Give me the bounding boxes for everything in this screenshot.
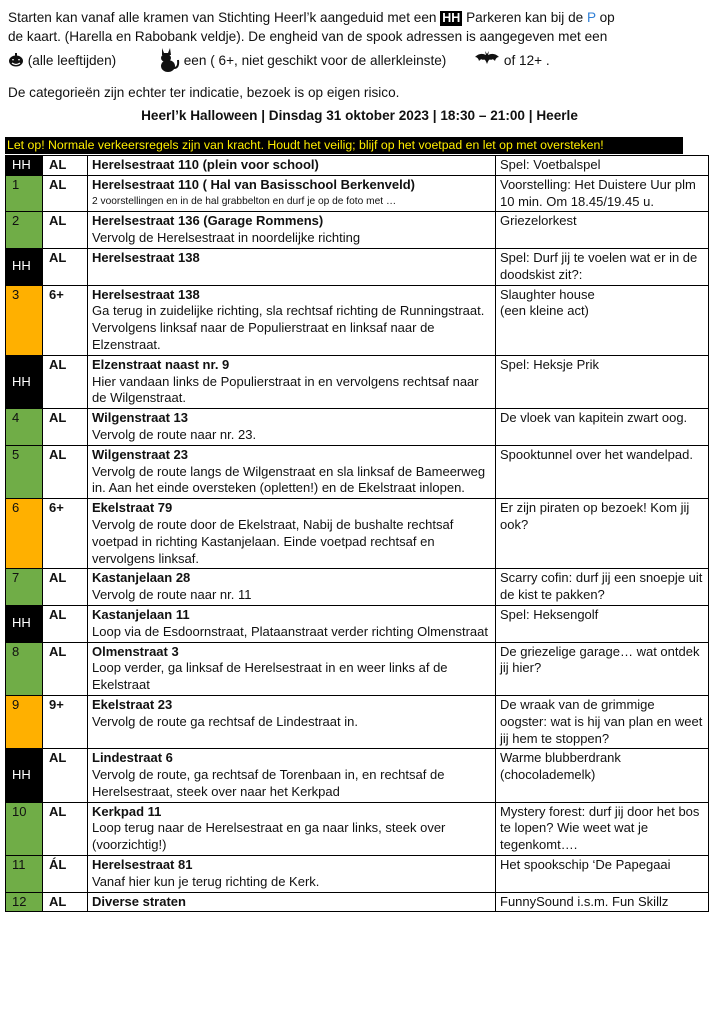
- activity: De wraak van de grimmige oogster: wat is hij van plan en weet jij hem te stoppen?: [496, 695, 709, 748]
- stop-number: HH: [6, 355, 43, 408]
- intro-legend: [8, 46, 713, 77]
- route-row: [6, 445, 709, 498]
- intro-line-1: [8, 8, 713, 27]
- route-directions: Loop via de Esdoornstraat, Plataanstraat verder richting Olmenstraat: [92, 623, 488, 639]
- age-category: 6+: [43, 499, 88, 569]
- route-row: [6, 856, 709, 893]
- age-category: AL: [43, 156, 88, 176]
- address-cell: [88, 642, 496, 695]
- address: Wilgenstraat 13: [92, 410, 188, 426]
- address-cell: [88, 605, 496, 642]
- age-category: AL: [43, 445, 88, 498]
- age-category: 9+: [43, 695, 88, 748]
- intro-text-start: Starten kan vanaf alle kramen van Stichting Heerl’k aangeduid met een: [8, 10, 437, 25]
- black-cat-icon: [158, 46, 180, 77]
- address-cell: [88, 892, 496, 912]
- age-category: ÁL: [43, 856, 88, 893]
- activity: Slaughter house (een kleine act): [496, 285, 709, 355]
- warning-banner: Let op! Normale verkeersregels zijn van kracht. Houdt het veilig; blijf op het voetpad en let op met oversteken!: [5, 137, 683, 154]
- stop-number: 10: [6, 802, 43, 855]
- legend-six-plus: een ( 6+, niet geschikt voor de allerkleinste): [183, 53, 447, 69]
- address-cell: [88, 156, 496, 176]
- stop-number: 9: [6, 695, 43, 748]
- address-cell: [88, 445, 496, 498]
- route-directions: Vervolg de route langs de Wilgenstraat en sla linksaf de Bameerweg in. Aan het einde oversteken (opletten!) en de Ekelstraat inlopen.: [92, 463, 486, 496]
- stop-number: 6: [6, 499, 43, 569]
- age-category: AL: [43, 175, 88, 212]
- address-cell: [88, 409, 496, 446]
- route-directions: Vanaf hier kun je terug richting de Kerk.: [92, 873, 320, 889]
- stop-number: 4: [6, 409, 43, 446]
- address: Kerkpad 11: [92, 803, 162, 819]
- age-category: AL: [43, 642, 88, 695]
- address-cell: [88, 749, 496, 802]
- activity: De griezelige garage… wat ontdek jij hier?: [496, 642, 709, 695]
- address-cell: [88, 248, 496, 285]
- stop-number: 5: [6, 445, 43, 498]
- activity: Voorstelling: Het Duistere Uur plm 10 min. Om 18.45/19.45 u.: [496, 175, 709, 212]
- age-category: AL: [43, 569, 88, 606]
- address: Kastanjelaan 28: [92, 570, 191, 586]
- stop-number: HH: [6, 749, 43, 802]
- age-category: AL: [43, 409, 88, 446]
- stop-number: 11: [6, 856, 43, 893]
- age-category: AL: [43, 248, 88, 285]
- route-row: [6, 212, 709, 249]
- address-cell: [88, 802, 496, 855]
- route-row: [6, 749, 709, 802]
- address: Herelsestraat 110 ( Hal van Basisschool Berkenveld): [92, 176, 415, 192]
- route-row: [6, 892, 709, 912]
- address: Herelsestraat 138: [92, 249, 200, 265]
- age-category: AL: [43, 605, 88, 642]
- address: Lindestraat 6: [92, 750, 173, 766]
- route-row: [6, 156, 709, 176]
- route-row: [6, 802, 709, 855]
- stop-number: 3: [6, 285, 43, 355]
- route-table-body: [6, 156, 709, 912]
- stop-number: HH: [6, 156, 43, 176]
- age-category: 6+: [43, 285, 88, 355]
- activity: Spel: Durf jij te voelen wat er in de doodskist zit?:: [496, 248, 709, 285]
- activity: Mystery forest: durf jij door het bos te lopen? Wie weet wat je tegenkomt….: [496, 802, 709, 855]
- route-directions: Loop terug naar de Herelsestraat en ga naar links, steek over (voorzichtig!): [92, 820, 446, 853]
- route-row: [6, 409, 709, 446]
- bat-icon: [474, 49, 500, 74]
- route-directions: 2 voorstellingen en in de hal grabbelton en durf je op de foto met …: [92, 195, 397, 207]
- route-row: [6, 569, 709, 606]
- route-row: [6, 695, 709, 748]
- route-row: [6, 499, 709, 569]
- intro-line-3: De categorieën zijn echter ter indicatie, bezoek is op eigen risico.: [8, 85, 400, 100]
- legend-all-ages: (alle leeftijden): [27, 53, 117, 69]
- route-directions: Ga terug in zuidelijke richting, sla rechtsaf richting de Runningstraat. Vervolgens linksaf naar de Populierstraat en linksaf naar de Elzenstraat.: [92, 303, 485, 352]
- route-row: [6, 175, 709, 212]
- stop-number: 7: [6, 569, 43, 606]
- route-directions: Vervolg de route naar nr. 23.: [92, 426, 257, 442]
- address: Ekelstraat 79: [92, 500, 173, 516]
- address: Diverse straten: [92, 893, 186, 909]
- activity: Griezelorkest: [496, 212, 709, 249]
- address: Ekelstraat 23: [92, 696, 173, 712]
- address: Herelsestraat 81: [92, 857, 193, 873]
- address-cell: [88, 856, 496, 893]
- age-category: AL: [43, 749, 88, 802]
- route-directions: Vervolg de route ga rechtsaf de Lindestraat in.: [92, 713, 358, 729]
- address-cell: [88, 695, 496, 748]
- route-directions: Vervolg de route door de Ekelstraat, Nabij de bushalte rechtsaf voetpad in richting Kastanjelaan. Einde voetpad rechtsaf en vervolgens linksaf.: [92, 516, 454, 566]
- intro-text: [8, 8, 713, 102]
- stop-number: HH: [6, 605, 43, 642]
- address: Wilgenstraat 23: [92, 446, 188, 462]
- address: Herelsestraat 136 (Garage Rommens): [92, 213, 324, 229]
- activity: Spel: Heksje Prik: [496, 355, 709, 408]
- legend-twelve-plus: of 12+ .: [503, 53, 550, 69]
- activity: Het spookschip ‘De Papegaai: [496, 856, 709, 893]
- route-table: [5, 155, 709, 912]
- route-row: [6, 605, 709, 642]
- address-cell: [88, 499, 496, 569]
- stop-number: 12: [6, 892, 43, 912]
- activity: Warme blubberdrank (chocolademelk): [496, 749, 709, 802]
- address: Herelsestraat 110 (plein voor school): [92, 157, 319, 172]
- activity: FunnySound i.s.m. Fun Skillz: [496, 892, 709, 912]
- route-directions: Hier vandaan links de Populierstraat in en vervolgens rechtsaf naar de Wilgenstraat.: [92, 373, 479, 406]
- stop-number: HH: [6, 248, 43, 285]
- activity: De vloek van kapitein zwart oog.: [496, 409, 709, 446]
- address: Elzenstraat naast nr. 9: [92, 356, 230, 372]
- route-row: [6, 355, 709, 408]
- route-directions: Vervolg de route, ga rechtsaf de Torenbaan in, en rechtsaf de Herelsestraat, steek over naar het Kerkpad: [92, 767, 445, 799]
- address-cell: [88, 355, 496, 408]
- address: Olmenstraat 3: [92, 643, 179, 659]
- intro-parking-text: Parkeren kan bij de: [466, 10, 584, 25]
- route-directions: Vervolg de Herelsestraat in noordelijke richting: [92, 230, 361, 246]
- address: Herelsestraat 138: [92, 286, 200, 302]
- route-directions: Vervolg de route naar nr. 11: [92, 587, 252, 603]
- route-row: [6, 285, 709, 355]
- age-category: AL: [43, 355, 88, 408]
- address-cell: [88, 212, 496, 249]
- address-cell: [88, 285, 496, 355]
- intro-line-2: de kaart. (Harella en Rabobank veldje). De engheid van de spook adressen is aangegeven met een: [8, 29, 608, 44]
- intro-text-op: op: [599, 10, 615, 25]
- address-cell: [88, 175, 496, 212]
- activity: Spel: Heksengolf: [496, 605, 709, 642]
- address-cell: [88, 569, 496, 606]
- stop-number: 8: [6, 642, 43, 695]
- activity: Scarry cofin: durf jij een snoepje uit de kist te pakken?: [496, 569, 709, 606]
- age-category: AL: [43, 802, 88, 855]
- route-row: [6, 642, 709, 695]
- age-category: AL: [43, 212, 88, 249]
- activity: Spooktunnel over het wandelpad.: [496, 445, 709, 498]
- parking-marker: P: [587, 10, 596, 25]
- route-row: [6, 248, 709, 285]
- pumpkin-icon: [8, 51, 24, 72]
- stop-number: 2: [6, 212, 43, 249]
- hh-badge: HH: [442, 11, 461, 25]
- stop-number: 1: [6, 175, 43, 212]
- activity: Er zijn piraten op bezoek! Kom jij ook?: [496, 499, 709, 569]
- page-title: Heerl’k Halloween | Dinsdag 31 oktober 2023 | 18:30 – 21:00 | Heerle: [141, 108, 578, 123]
- age-category: AL: [43, 892, 88, 912]
- route-directions: Loop verder, ga linksaf de Herelsestraat in en weer links af de Ekelstraat: [92, 660, 448, 693]
- address: Kastanjelaan 11: [92, 606, 190, 622]
- activity: Spel: Voetbalspel: [496, 156, 709, 176]
